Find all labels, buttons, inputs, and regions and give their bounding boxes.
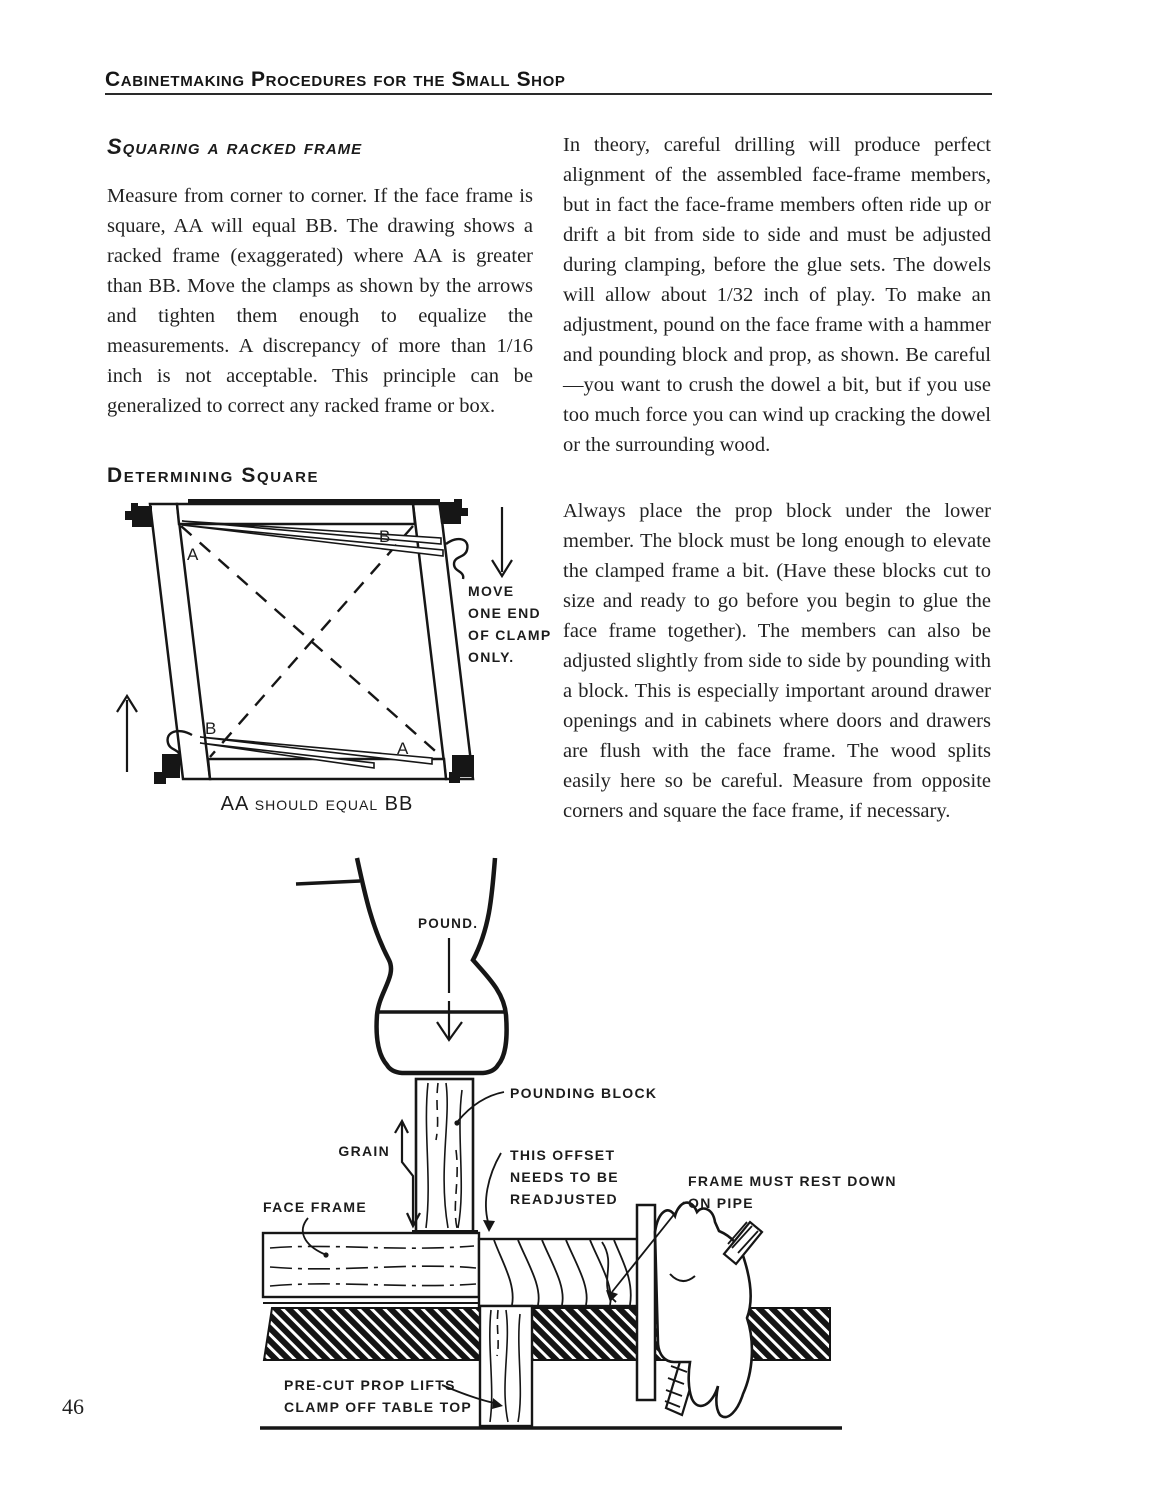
svg-text:ONE END: ONE END xyxy=(468,605,541,621)
mallet xyxy=(296,858,507,1073)
pinch-sticks xyxy=(182,521,443,768)
svg-text:READJUSTED: READJUSTED xyxy=(510,1191,618,1207)
svg-text:CLAMP OFF TABLE TOP: CLAMP OFF TABLE TOP xyxy=(284,1399,473,1415)
svg-text:ON PIPE: ON PIPE xyxy=(688,1195,754,1211)
svg-text:ONLY.: ONLY. xyxy=(468,649,515,665)
svg-text:FRAME MUST REST DOWN: FRAME MUST REST DOWN xyxy=(688,1173,897,1189)
move-clamp-arrow-down xyxy=(492,507,512,576)
svg-text:PRE-CUT PROP LIFTS: PRE-CUT PROP LIFTS xyxy=(284,1377,456,1393)
svg-text:NEEDS TO BE: NEEDS TO BE xyxy=(510,1169,619,1185)
figure-pounding-diagram xyxy=(250,850,950,1500)
page-number: 46 xyxy=(62,1394,84,1419)
svg-text:MOVE: MOVE xyxy=(468,583,515,599)
rest-note xyxy=(688,1173,897,1211)
corner-label-a-top: A xyxy=(187,545,199,564)
move-clamp-note xyxy=(468,583,552,665)
right-paragraph-1: In theory, careful drilling will produce perfect alignment of the assembled face-frame members, but in fact the face-frame members often ride up or drift a bit from side to side and must be adjusted during clamping, before the glue sets. The dowels will allow about 1/32 inch of play. To make an adjustment, pound on the face frame with a hammer and pounding block and prop, as shown. Be careful—you want to crush the dowel a bit, but if you use too much force you can wind up cracking the dowel or the surrounding wood. xyxy=(563,134,991,456)
header-rule xyxy=(105,93,992,95)
pound-label: POUND. xyxy=(418,916,479,931)
corner-label-b-bottom: B xyxy=(205,719,217,738)
figure-square-caption: AA should equal BB xyxy=(220,793,414,815)
left-paragraph: Measure from corner to corner. If the face frame is square, AA will equal BB. The drawing shows a racked frame (exaggerated) where AA is greater than BB. Move the clamps as shown by the arrows and tighten them enough to equalize the measurements. A discrepancy of more than 1/16 inch is not acceptable. This principle can be generalized to correct any racked frame or box. xyxy=(107,185,533,417)
face-frame-label: FACE FRAME xyxy=(263,1199,367,1215)
face-frame-board xyxy=(263,1233,479,1303)
corner-label-b-top: B xyxy=(379,527,391,546)
move-clamp-arrow-up xyxy=(117,696,137,772)
svg-text:OF CLAMP: OF CLAMP xyxy=(468,627,552,643)
right-paragraph-2: Always place the prop block under the lower member. The block must be long enough to elevate the clamped frame a bit. (Have these blocks cut to size and ready to go before you begin to glue the face frame together). The members can also be adjusted slightly from side to side by pounding with a block. This is especially important around drawer openings and in cabinets where doors and drawers are flush with the face frame. The wood splits easily here so be careful. Measure from opposite corners and square the face frame, if necessary. xyxy=(563,500,991,822)
figure-determining-square xyxy=(100,492,552,832)
corner-label-a-bottom: A xyxy=(397,739,409,758)
page-header: Cabinetmaking Procedures for the Small Shop xyxy=(105,68,566,91)
pounding-block-label: POUNDING BLOCK xyxy=(510,1085,658,1101)
diagonal-measure-lines xyxy=(181,526,442,757)
svg-text:THIS OFFSET: THIS OFFSET xyxy=(510,1147,616,1163)
prop-note xyxy=(284,1377,472,1415)
pipe-clamp-head xyxy=(637,1203,762,1417)
pounding-block xyxy=(412,1079,478,1232)
section-heading: Squaring a racked frame xyxy=(107,134,363,159)
offset-note xyxy=(510,1147,619,1207)
figure-square-title: Determining Square xyxy=(107,464,320,487)
offset-arrow xyxy=(483,1153,501,1232)
prop-block xyxy=(480,1306,532,1426)
grain-label: GRAIN xyxy=(338,1143,390,1159)
